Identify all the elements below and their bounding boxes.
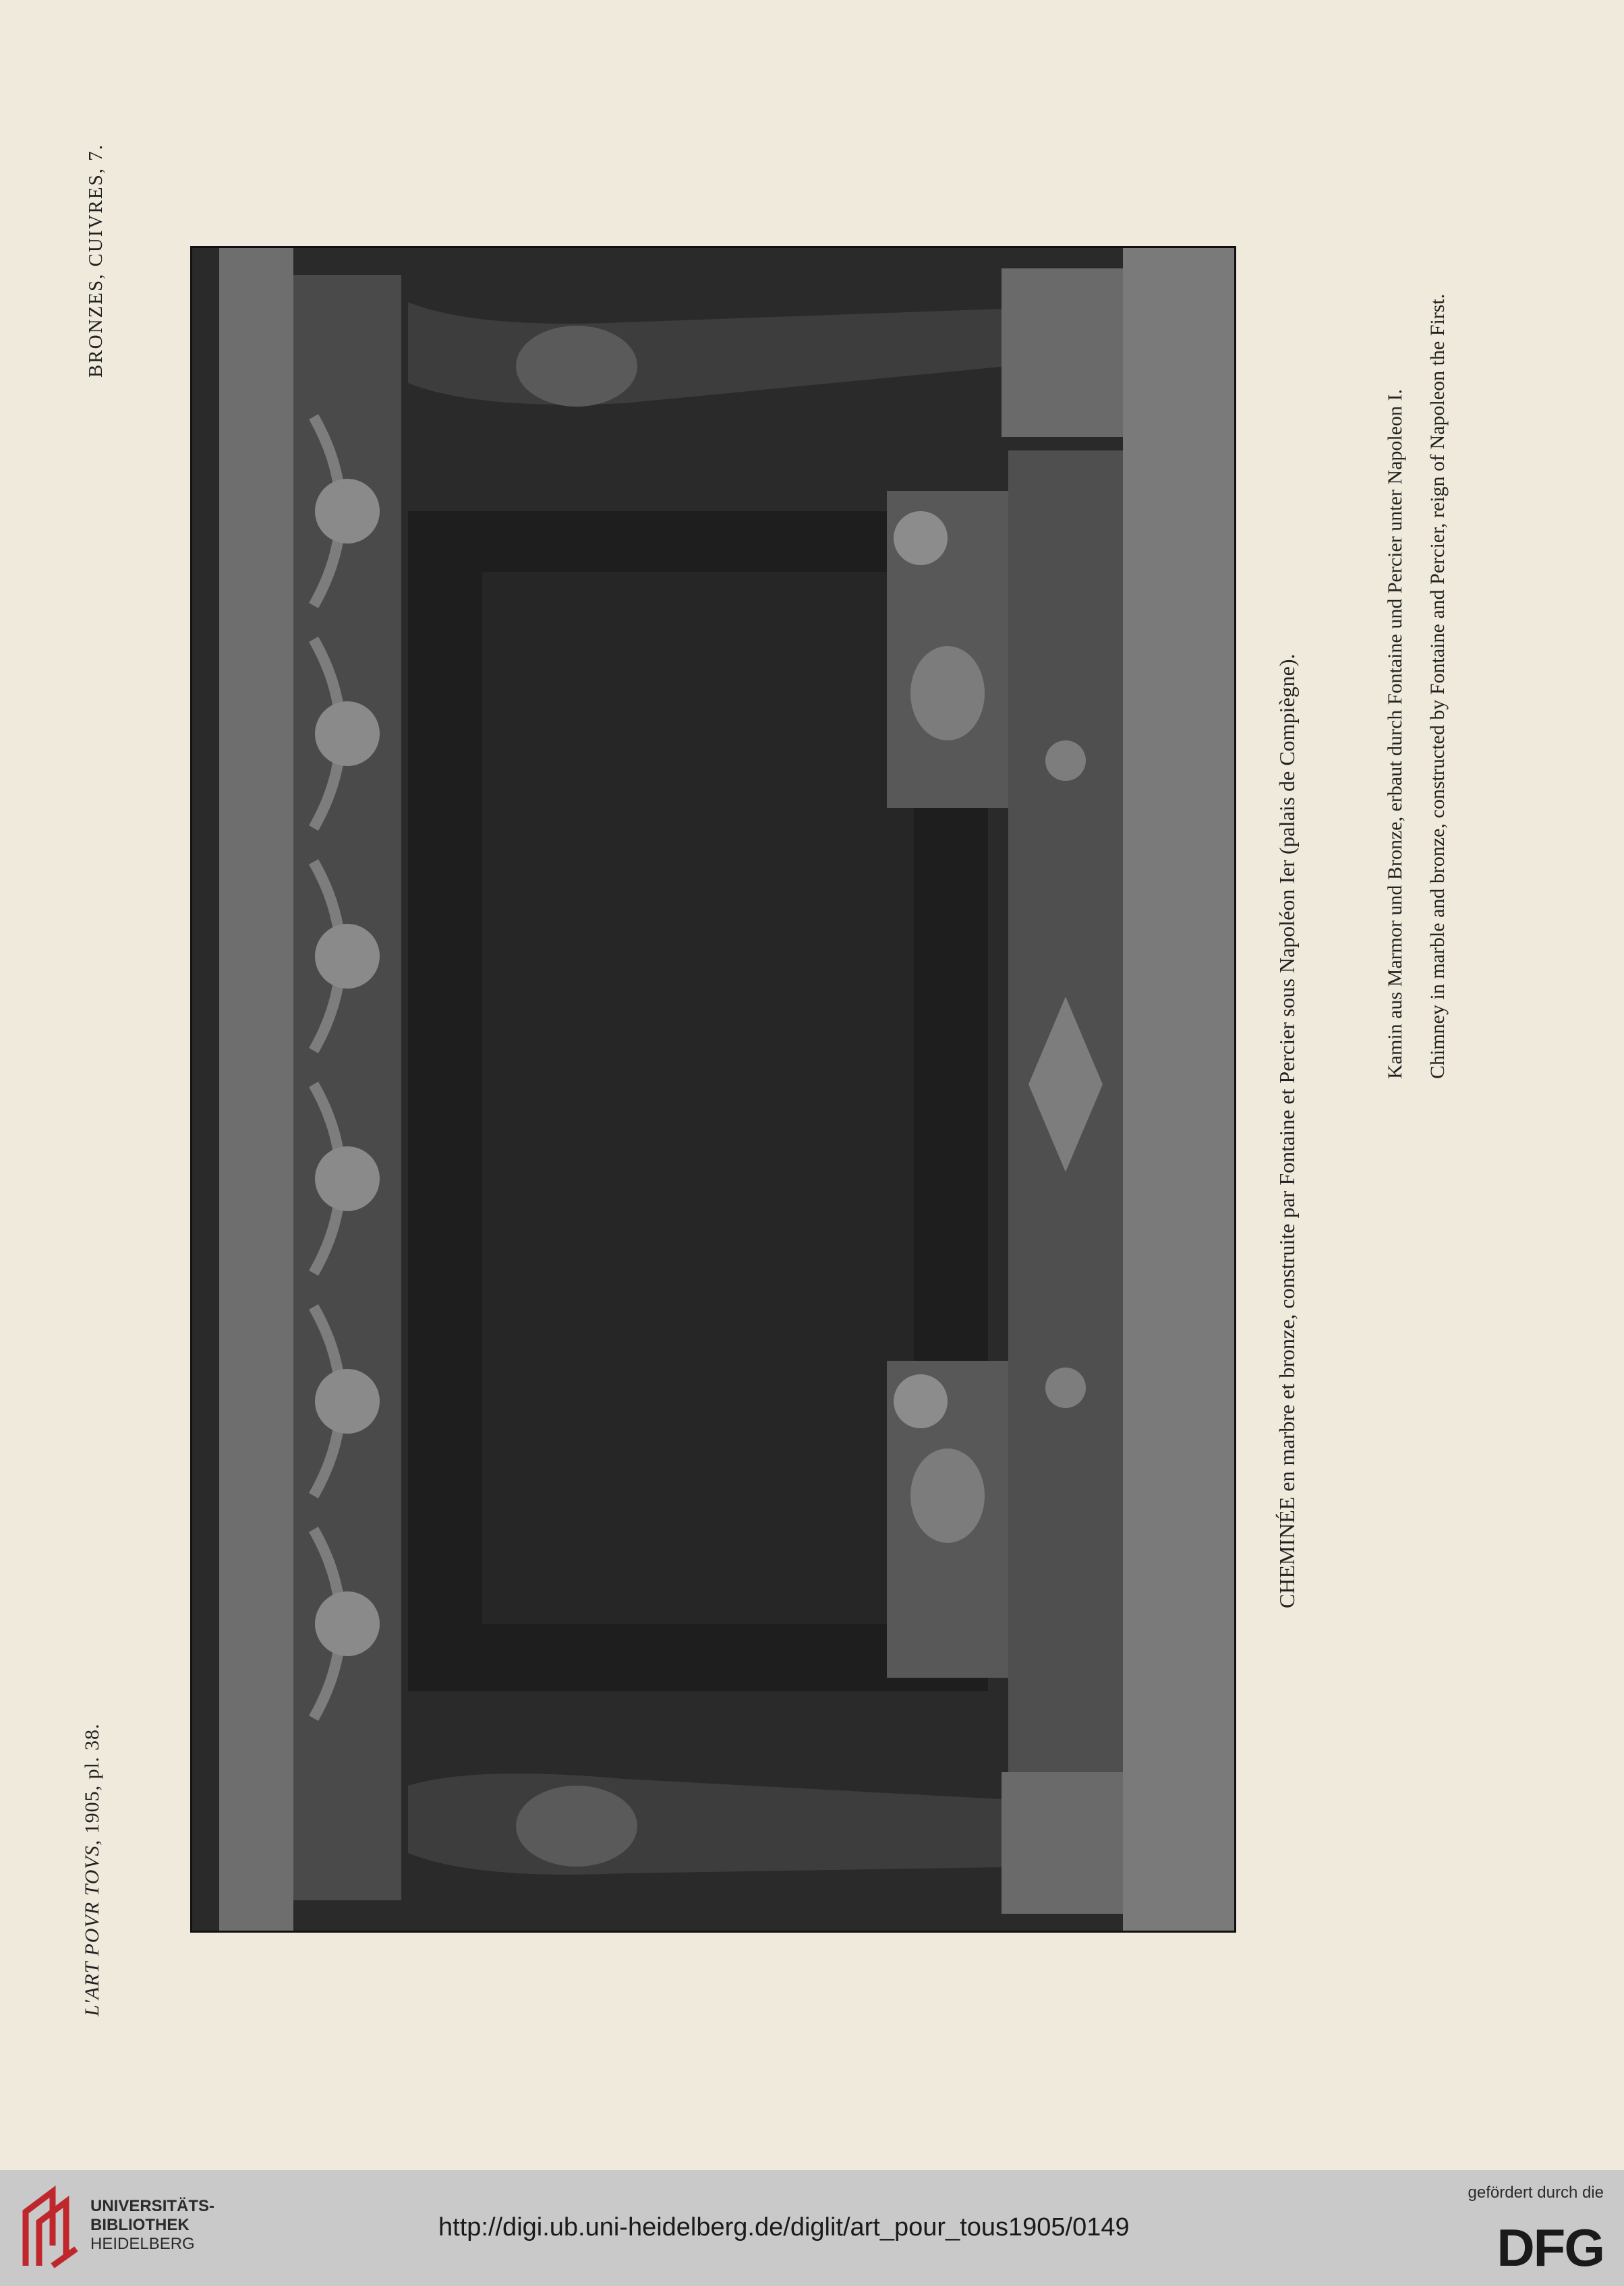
journal-title: L'ART POVR TOVS,	[81, 1839, 103, 2016]
section-header: BRONZES, CUIVRES, 7.	[85, 144, 107, 378]
library-line2: BIBLIOTHEK	[90, 2216, 190, 2234]
university-library-logo-icon	[19, 2185, 81, 2273]
funded-by-label: gefördert durch die	[1468, 2184, 1604, 2202]
fireplace-photograph	[190, 246, 1236, 1933]
library-line3: HEIDELBERG	[90, 2235, 195, 2253]
library-line1: UNIVERSITÄTS-	[90, 2197, 215, 2215]
fireplace-illustration	[192, 248, 1234, 1931]
footer-bar	[0, 2170, 1624, 2286]
dfg-logo: DFG	[1497, 2218, 1604, 2277]
library-name	[90, 2197, 214, 2254]
caption-english: Chimney in marble and bronze, constructed by Fontaine and Percier, reign of Napoleon the First.	[1426, 293, 1449, 1079]
journal-reference	[81, 1723, 104, 2016]
caption-french: CHEMINÉE en marbre et bronze, construite par Fontaine et Percier sous Napoléon Ier (palais de Compiègne).	[1275, 653, 1299, 1608]
permalink-url[interactable]: http://digi.ub.uni-heidelberg.de/diglit/art_pour_tous1905/0149	[438, 2213, 1130, 2241]
year-plate: 1905, pl. 38.	[81, 1723, 103, 1840]
caption-german: Kamin aus Marmor und Bronze, erbaut durch Fontaine und Percier unter Napoleon I.	[1384, 388, 1406, 1079]
